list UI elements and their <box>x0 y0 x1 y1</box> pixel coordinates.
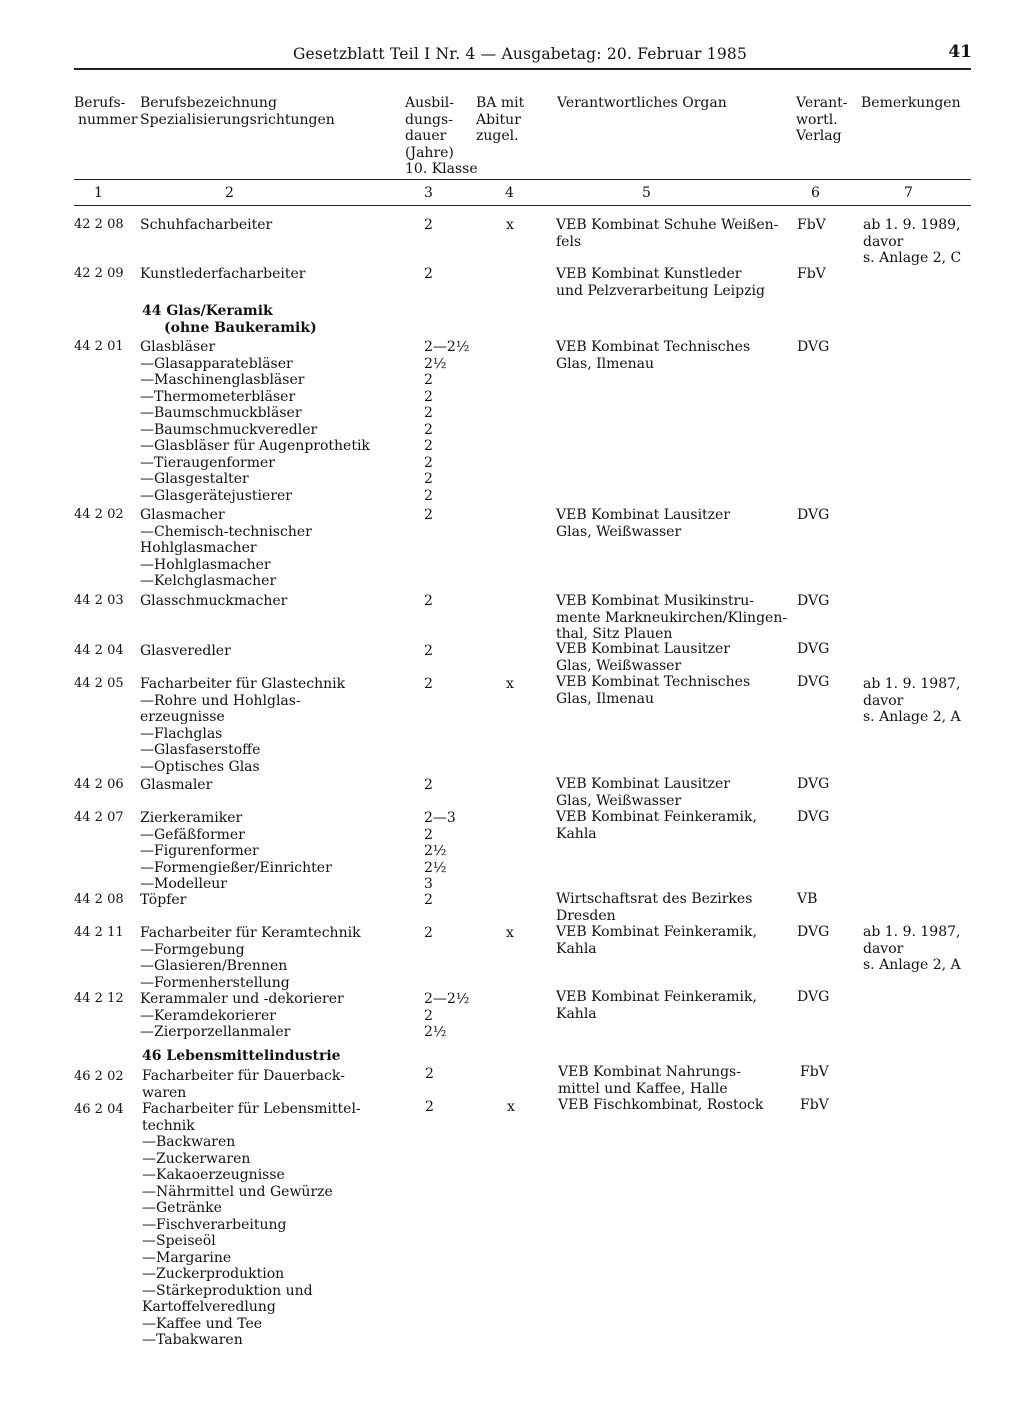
ba-abitur-mark: x <box>506 925 514 941</box>
organ-line: Glas, Weißwasser <box>556 657 682 674</box>
ausbildungsdauer-list <box>424 810 456 893</box>
ausbildungsdauer: 2 <box>424 421 433 438</box>
berufsnummer: 44 2 12 <box>74 991 124 1006</box>
spezialisierung: —Glasfaserstoffe <box>140 742 261 758</box>
col-header-line: Abitur <box>476 111 521 128</box>
spezialisierung-label: Modelleur <box>154 876 227 892</box>
berufsbezeichnung <box>140 507 312 590</box>
verantwortliches-organ <box>556 266 792 299</box>
ausbildungsdauer: 2 <box>424 438 433 454</box>
ausbildungsdauer: 2 <box>424 507 433 523</box>
bemerkung-line: davor <box>863 940 904 957</box>
ausbildungsdauer: 2½ <box>424 1024 447 1040</box>
spezialisierung: —Formenherstellung <box>140 974 290 991</box>
spezialisierung: —Speiseöl <box>142 1233 216 1249</box>
col-number: 3 <box>424 185 433 201</box>
spezialisierung-label: Glasieren/Brennen <box>154 958 288 974</box>
organ-line: VEB Kombinat Lausitzer <box>556 641 731 657</box>
ausbildungsdauer: 2—2½ <box>424 991 470 1007</box>
spezialisierung: —Flachglas <box>140 725 223 742</box>
spezialisierung-label: Tabakwaren <box>156 1332 243 1348</box>
spezialisierung-label: Baumschmuckbläser <box>154 405 302 421</box>
organ-line: VEB Kombinat Feinkeramik, <box>556 924 757 940</box>
spezialisierung-label: Formgebung <box>154 941 245 958</box>
verantwortliches-organ <box>556 891 792 924</box>
col-number: 6 <box>811 185 820 201</box>
verantwortliches-organ <box>556 339 792 372</box>
spezialisierung-label: Formengießer/Einrichter <box>154 859 332 876</box>
ausbildungsdauer: 2 <box>424 217 433 233</box>
berufsbezeichnung: Schuhfacharbeiter <box>140 217 273 233</box>
verantwortliches-organ <box>556 674 792 707</box>
organ-line: und Pelzverarbeitung Leipzig <box>556 282 765 299</box>
col-number: 1 <box>94 185 103 201</box>
verlag: DVG <box>797 924 830 940</box>
section-heading-line: (ohne Baukeramik) <box>164 319 317 336</box>
verlag: DVG <box>797 507 830 523</box>
spezialisierung: —Maschinenglasbläser <box>140 372 305 388</box>
spezialisierung: —Formgebung <box>140 941 245 958</box>
bemerkung <box>863 676 973 726</box>
berufsbezeichnung <box>140 810 332 893</box>
spezialisierung <box>140 709 345 726</box>
spezialisierung: —Figurenformer <box>140 843 259 859</box>
beruf-name: Glasmacher <box>140 507 225 523</box>
spezialisierung: —Gefäßformer <box>140 826 245 843</box>
spezialisierung: —Baumschmuckbläser <box>140 405 302 421</box>
spezialisierung: —Glasieren/Brennen <box>140 958 288 974</box>
verantwortliches-organ <box>556 217 792 250</box>
ausbildungsdauer: 2 <box>424 405 433 421</box>
col-header-line: Ausbil- <box>405 95 454 111</box>
organ-line: VEB Kombinat Musikinstru- <box>556 593 754 609</box>
ausbildungsdauer-list <box>424 339 469 504</box>
berufsnummer: 44 2 06 <box>74 777 124 792</box>
col-number: 5 <box>642 185 651 201</box>
col-number: 4 <box>505 185 514 201</box>
verantwortliches-organ <box>556 641 792 674</box>
organ-line: VEB Kombinat Nahrungs- <box>558 1064 741 1080</box>
bemerkung-line: ab 1. 9. 1987, <box>863 676 961 692</box>
spezialisierung: —Keramdekorierer <box>140 1007 276 1024</box>
organ-line: VEB Kombinat Lausitzer <box>556 507 731 523</box>
verlag: DVG <box>797 776 830 792</box>
spezialisierung: —Zierporzellanmaler <box>140 1024 291 1040</box>
spezialisierung: —Glasapparatebläser <box>140 355 293 372</box>
organ-line: VEB Kombinat Feinkeramik, <box>556 809 757 825</box>
ausbildungsdauer: 2 <box>424 454 433 471</box>
ausbildungsdauer-list <box>424 991 469 1041</box>
bemerkung <box>863 217 973 267</box>
ausbildungsdauer: 2½ <box>424 859 447 876</box>
berufsbezeichnung <box>142 1068 345 1101</box>
verantwortliches-organ <box>556 989 792 1022</box>
spezialisierung-label: Backwaren <box>156 1134 236 1150</box>
col-header-line: wortl. <box>796 111 838 128</box>
col-header-line: Berufsbezeichnung <box>140 95 277 111</box>
spezialisierung-label: Formenherstellung <box>154 974 290 991</box>
bemerkung <box>863 924 973 974</box>
spezialisierung-label: Flachglas <box>154 725 223 742</box>
berufsnummer: 44 2 08 <box>74 892 124 907</box>
bemerkung-line: ab 1. 9. 1987, <box>863 924 961 940</box>
verlag: VB <box>797 891 818 907</box>
header-rule <box>74 68 971 70</box>
spezialisierung-label: Optisches Glas <box>154 758 260 775</box>
ausbildungsdauer: 2 <box>424 593 433 609</box>
berufsnummer: 42 2 08 <box>74 217 124 232</box>
spezialisierung-label: Keramdekorierer <box>154 1007 276 1024</box>
ausbildungsdauer: 2 <box>424 892 433 908</box>
spezialisierung-label: Baumschmuckveredler <box>154 421 318 438</box>
organ-line: Kahla <box>556 1005 597 1022</box>
organ-line: VEB Kombinat Lausitzer <box>556 776 731 792</box>
organ-line: fels <box>556 233 582 250</box>
spezialisierung: —Glasgestalter <box>140 471 249 487</box>
berufsnummer: 44 2 04 <box>74 643 124 658</box>
ausbildungsdauer: 2—2½ <box>424 339 470 355</box>
beruf-name: Glasbläser <box>140 339 216 355</box>
berufsbezeichnung: Glasmaler <box>140 777 213 793</box>
spezialisierung-label: Speiseöl <box>156 1233 216 1249</box>
organ-line: VEB Kombinat Schuhe Weißen- <box>556 217 779 233</box>
bemerkung-line: davor <box>863 233 904 250</box>
spezialisierung: —Getränke <box>142 1200 222 1216</box>
spezialisierung-label: Stärkeproduktion und <box>156 1282 313 1299</box>
spezialisierung: —Backwaren <box>142 1134 236 1150</box>
col-header-line: Verantwortliches Organ <box>557 95 727 111</box>
col-header-bemerkungen <box>861 95 961 112</box>
berufsbezeichnung <box>140 991 344 1041</box>
verantwortliches-organ <box>556 809 792 842</box>
section-heading <box>142 303 317 336</box>
verlag: DVG <box>797 674 830 690</box>
beruf-name: Zierkeramiker <box>140 810 243 826</box>
spezialisierung: —Hohlglasmacher <box>140 556 271 573</box>
col-header-ausbildungsdauer <box>405 95 478 178</box>
beruf-name: technik <box>142 1117 195 1134</box>
organ-line: mente Markneukirchen/Klingen- <box>556 609 788 626</box>
spezialisierung-label: Zuckerwaren <box>156 1150 251 1167</box>
col-header-line: Verlag <box>796 128 842 144</box>
verantwortliches-organ <box>556 924 792 957</box>
header-divider <box>74 179 971 180</box>
col-header-line: dauer <box>405 128 447 144</box>
col-header-line: Bemerkungen <box>861 95 961 111</box>
berufsbezeichnung: Glasveredler <box>140 643 231 659</box>
verantwortliches-organ <box>556 593 792 643</box>
spezialisierung: —Kaffee und Tee <box>142 1315 263 1332</box>
verantwortliches-organ <box>558 1097 794 1114</box>
ausbildungsdauer: 2 <box>424 388 433 405</box>
spezialisierung: —Optisches Glas <box>140 758 260 775</box>
ausbildungsdauer: 2 <box>424 1007 433 1024</box>
spezialisierung-label: Figurenformer <box>154 843 259 859</box>
spezialisierung: —Formengießer/Einrichter <box>140 859 332 876</box>
spezialisierung <box>140 540 312 557</box>
berufsnummer: 44 2 07 <box>74 810 124 825</box>
berufsnummer: 44 2 05 <box>74 676 124 691</box>
organ-line: Glas, Ilmenau <box>556 355 655 372</box>
verlag: DVG <box>797 339 830 355</box>
spezialisierung-label: Margarine <box>156 1249 232 1266</box>
spezialisierung-label: Glasgestalter <box>154 471 249 487</box>
berufsnummer: 44 2 11 <box>74 925 124 940</box>
col-header-line: nummer <box>78 111 138 128</box>
organ-line: VEB Kombinat Feinkeramik, <box>556 989 757 1005</box>
spezialisierung: —Baumschmuckveredler <box>140 421 318 438</box>
spezialisierung-label: Glasbläser für Augenprothetik <box>154 438 370 454</box>
organ-line: Glas, Weißwasser <box>556 792 682 809</box>
organ-line: Kahla <box>556 940 597 957</box>
berufsbezeichnung <box>142 1101 361 1349</box>
ausbildungsdauer: 2 <box>425 1099 434 1115</box>
verlag: DVG <box>797 593 830 609</box>
bemerkung-line: s. Anlage 2, C <box>863 250 962 266</box>
verlag: DVG <box>797 641 830 657</box>
spezialisierung: —Glasbläser für Augenprothetik <box>140 438 370 454</box>
ausbildungsdauer: 2—3 <box>424 810 456 826</box>
section-heading: 46 Lebensmittelindustrie <box>142 1048 341 1064</box>
bemerkung-line: s. Anlage 2, A <box>863 709 961 725</box>
ba-abitur-mark: x <box>506 217 514 233</box>
spezialisierung: —Chemisch-technischer <box>140 523 312 540</box>
ausbildungsdauer: 2 <box>424 826 433 843</box>
berufsbezeichnung <box>140 676 345 775</box>
spezialisierung-label: Maschinenglasbläser <box>154 372 305 388</box>
spezialisierung-label: Glasapparatebläser <box>154 355 293 372</box>
spezialisierung-label: Hohlglasmacher <box>154 556 271 573</box>
col-header-line: BA mit <box>476 95 525 111</box>
spezialisierung: —Zuckerwaren <box>142 1150 251 1167</box>
ausbildungsdauer: 2 <box>424 487 433 504</box>
berufsbezeichnung: Kunstlederfacharbeiter <box>140 266 306 282</box>
berufsbezeichnung <box>140 339 370 504</box>
col-header-line: Verant- <box>796 95 848 111</box>
ausbildungsdauer: 3 <box>424 876 433 892</box>
col-header-verlag <box>796 95 848 145</box>
organ-line: Glas, Ilmenau <box>556 690 655 707</box>
bemerkung-line: s. Anlage 2, A <box>863 957 961 973</box>
berufsbezeichnung <box>140 925 361 991</box>
berufsbezeichnung: Glasschmuckmacher <box>140 593 288 609</box>
ausbildungsdauer: 2 <box>424 372 433 388</box>
spezialisierung-label: Kelchglasmacher <box>154 573 277 589</box>
spezialisierung-label: Hohlglasmacher <box>140 540 257 556</box>
ausbildungsdauer: 2 <box>424 676 433 692</box>
spezialisierung: —Glasgerätejustierer <box>140 487 292 504</box>
spezialisierung: —Tieraugenformer <box>140 454 275 471</box>
spezialisierung: —Kelchglasmacher <box>140 573 277 589</box>
organ-line: VEB Kombinat Kunstleder <box>556 266 742 282</box>
ausbildungsdauer: 2½ <box>424 843 447 859</box>
spezialisierung-label: Kartoffelveredlung <box>142 1299 276 1315</box>
spezialisierung-label: Kakaoerzeugnisse <box>156 1167 285 1183</box>
spezialisierung-label: Zuckerproduktion <box>156 1266 285 1282</box>
ausbildungsdauer: 2 <box>424 777 433 793</box>
col-header-line: zugel. <box>476 128 519 144</box>
spezialisierung-label: Glasgerätejustierer <box>154 487 292 504</box>
verlag: DVG <box>797 809 830 825</box>
spezialisierung-label: Fischverarbeitung <box>156 1216 287 1233</box>
bemerkung-line: davor <box>863 692 904 709</box>
berufsnummer: 44 2 03 <box>74 593 124 608</box>
organ-line: thal, Sitz Plauen <box>556 626 673 642</box>
spezialisierung-label: Zierporzellanmaler <box>154 1024 291 1040</box>
berufsnummer: 46 2 04 <box>74 1102 124 1117</box>
col-header-berufsbezeichnung <box>140 95 335 128</box>
spezialisierung-label: Rohre und Hohlglas- <box>154 692 301 709</box>
beruf-name: Facharbeiter für Keramtechnik <box>140 925 361 941</box>
verlag: FbV <box>797 266 826 282</box>
ausbildungsdauer: 2 <box>425 1066 434 1082</box>
spezialisierung-label: Glasfaserstoffe <box>154 742 261 758</box>
verlag: FbV <box>797 217 826 233</box>
spezialisierung: —Nährmittel und Gewürze <box>142 1183 333 1200</box>
organ-line: Kahla <box>556 825 597 842</box>
bemerkung-line: ab 1. 9. 1989, <box>863 217 961 233</box>
ba-abitur-mark: x <box>507 1099 515 1115</box>
col-header-line: 10. Klasse <box>405 161 478 177</box>
spezialisierung-label: Nährmittel und Gewürze <box>156 1183 333 1200</box>
organ-line: VEB Kombinat Technisches <box>556 339 751 355</box>
spezialisierung: —Margarine <box>142 1249 232 1266</box>
verantwortliches-organ <box>558 1064 794 1097</box>
col-header-line: Berufs- <box>74 95 126 111</box>
berufsnummer: 42 2 09 <box>74 266 124 281</box>
col-number: 2 <box>225 185 234 201</box>
beruf-name: Facharbeiter für Lebensmittel- <box>142 1101 361 1117</box>
organ-line: Glas, Weißwasser <box>556 523 682 540</box>
spezialisierung: —Thermometerbläser <box>140 388 296 405</box>
col-header-line: Spezialisierungsrichtungen <box>140 111 335 128</box>
section-heading-line: 44 Glas/Keramik <box>142 303 273 319</box>
spezialisierung-label: Tieraugenformer <box>154 454 275 471</box>
page-number: 41 <box>948 42 972 62</box>
column-number-divider <box>74 205 971 206</box>
col-header-berufsnummer <box>74 95 138 128</box>
col-header-line: dungs- <box>405 111 453 128</box>
ausbildungsdauer: 2 <box>424 925 433 941</box>
berufsbezeichnung: Töpfer <box>140 892 187 908</box>
organ-line: Wirtschaftsrat des Bezirkes <box>556 891 753 907</box>
spezialisierung-label: Kaffee und Tee <box>156 1315 263 1332</box>
berufsnummer: 44 2 02 <box>74 507 124 522</box>
ba-abitur-mark: x <box>506 676 514 692</box>
col-number: 7 <box>904 185 913 201</box>
spezialisierung: —Tabakwaren <box>142 1332 243 1348</box>
col-header-line: (Jahre) <box>405 144 454 161</box>
berufsnummer: 46 2 02 <box>74 1069 124 1084</box>
beruf-name: Facharbeiter für Dauerback- <box>142 1068 345 1084</box>
ausbildungsdauer: 2 <box>424 643 433 659</box>
spezialisierung-label: Getränke <box>156 1200 222 1216</box>
verantwortliches-organ <box>556 776 792 809</box>
spezialisierung-label: Thermometerbläser <box>154 388 296 405</box>
verlag: DVG <box>797 989 830 1005</box>
organ-line: mittel und Kaffee, Halle <box>558 1080 728 1097</box>
spezialisierung <box>142 1299 361 1316</box>
spezialisierung: —Rohre und Hohlglas- <box>140 692 301 709</box>
col-header-ba-abitur <box>476 95 524 145</box>
ausbildungsdauer: 2 <box>424 266 433 282</box>
spezialisierung-label: Gefäßformer <box>154 826 245 843</box>
page-header: Gesetzblatt Teil I Nr. 4 — Ausgabetag: 20. Februar 1985 <box>292 45 748 63</box>
ausbildungsdauer: 2½ <box>424 355 447 372</box>
spezialisierung: —Fischverarbeitung <box>142 1216 287 1233</box>
ausbildungsdauer: 2 <box>424 471 433 487</box>
organ-line: VEB Kombinat Technisches <box>556 674 751 690</box>
spezialisierung: —Stärkeproduktion und <box>142 1282 313 1299</box>
beruf-name: Kerammaler und -dekorierer <box>140 991 344 1007</box>
verlag: FbV <box>800 1097 829 1113</box>
spezialisierung-label: erzeugnisse <box>140 709 225 725</box>
spezialisierung-label: Chemisch-technischer <box>154 523 312 540</box>
organ-line: VEB Fischkombinat, Rostock <box>558 1097 764 1113</box>
beruf-name: waren <box>142 1084 187 1101</box>
organ-line: Dresden <box>556 907 616 924</box>
verantwortliches-organ <box>556 507 792 540</box>
verlag: FbV <box>800 1064 829 1080</box>
spezialisierung: —Modelleur <box>140 876 227 892</box>
spezialisierung: —Kakaoerzeugnisse <box>142 1167 285 1183</box>
spezialisierung: —Zuckerproduktion <box>142 1266 285 1282</box>
col-header-organ <box>557 95 727 112</box>
berufsnummer: 44 2 01 <box>74 339 124 354</box>
beruf-name: Facharbeiter für Glastechnik <box>140 676 346 692</box>
